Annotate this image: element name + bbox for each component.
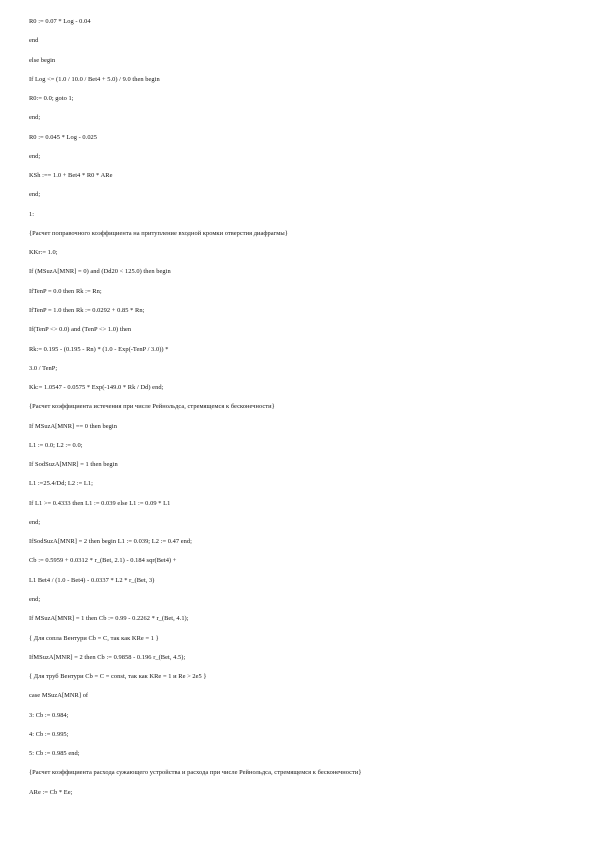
code-line: 4: Cb := 0.995; bbox=[29, 730, 69, 738]
code-line: IfSodSuzA[MNR] = 2 then begin L1 := 0.039; L2 := 0.47 end; bbox=[29, 538, 192, 546]
code-line: R0 := 0.07 * Log - 0.04 bbox=[29, 18, 91, 25]
code-line: {Расчет коэффициента расхода сужающего устройства и расхода при числе Рейнольдса, стремящемся к бесконечности} bbox=[29, 769, 362, 777]
code-line: {Расчет поправочного коэффициента на притупление входной кромки отверстия диафрагмы} bbox=[29, 229, 288, 237]
code-line: KKr:= 1.0; bbox=[29, 249, 58, 257]
code-line: end; bbox=[29, 152, 41, 160]
code-line: 1: bbox=[29, 210, 35, 218]
code-line: R0:= 0.0; goto 1; bbox=[29, 95, 74, 103]
code-listing bbox=[29, 18, 584, 808]
code-line: end bbox=[29, 37, 39, 45]
code-line: end; bbox=[29, 595, 41, 603]
code-line: If L1 >= 0.4333 then L1 := 0.039 else L1 := 0.09 * L1 bbox=[29, 499, 171, 507]
code-line: If Log <= (1.0 / 10.0 / Bet4 + 5.0) / 9.0 then begin bbox=[29, 75, 160, 83]
code-line: { Для сопла Вентури Cb = C, так как KRe = 1 } bbox=[29, 634, 159, 642]
code-line: If MSuzA[MNR] = 1 then Cb := 0.99 - 0.2262 * r_(Bet, 4.1); bbox=[29, 615, 189, 623]
code-line: end; bbox=[29, 191, 41, 199]
code-line: R0 := 0.045 * Log - 0.025 bbox=[29, 133, 98, 141]
code-line: Kk:= 1.0547 - 0.0575 * Exp(-149.0 * Rk / Dd) end; bbox=[29, 384, 164, 392]
code-line: L1 Bet4 / (1.0 - Bet4) - 0.0337 * L2 * r_(Bet, 3) bbox=[29, 576, 155, 584]
code-line: { Для труб Вентури Cb = C = const, так как KRe = 1 и Re > 2e5 } bbox=[29, 673, 207, 681]
code-line: 5: Cb := 0.985 end; bbox=[29, 750, 80, 758]
code-line: IfMSuzA[MNR] = 2 then Cb := 0.9858 - 0.196 r_(Bet, 4.5); bbox=[29, 653, 186, 661]
code-line: else begin bbox=[29, 56, 56, 64]
code-line: If(TenP <> 0.0) and (TenP <> 1.0) then bbox=[29, 326, 132, 334]
code-line: IfTenP = 1.0 then Rk := 0.0292 + 0.85 * Rn; bbox=[29, 306, 145, 314]
code-line: L1 := 0.0; L2 := 0.0; bbox=[29, 441, 83, 449]
code-line: Rk:= 0.195 - (0.195 - Rn) * (1.0 - Exp(-TenP / 3.0)) * bbox=[29, 345, 169, 353]
code-line: If (MSuzA[MNR] = 0) and (Dd20 < 125.0) then begin bbox=[29, 268, 171, 276]
code-line: {Расчет коэффициента истечения при числе Рейнольдса, стремящемся к бесконечности} bbox=[29, 403, 275, 411]
code-line: end; bbox=[29, 114, 41, 122]
code-line: 3: Cb := 0.984; bbox=[29, 711, 69, 719]
code-line: IfTenP = 0.0 then Rk := Rn; bbox=[29, 287, 102, 295]
code-line: Cb := 0.5959 + 0.0312 * r_(Bet, 2.1) - 0.184 sqr(Bet4) + bbox=[29, 557, 177, 565]
code-line: If MSuzA[MNR] == 0 then begin bbox=[29, 422, 117, 430]
code-line: end; bbox=[29, 518, 41, 526]
code-line: 3.0 / TenP; bbox=[29, 364, 58, 372]
code-line: KSh :== 1.0 + Bet4 * R0 * ARe bbox=[29, 172, 113, 180]
code-line: L1 :=25.4/Dd; L2 := L1; bbox=[29, 480, 93, 488]
code-line: ARe := Cb * Ee; bbox=[29, 788, 73, 796]
code-line: case MSuzA[MNR] of bbox=[29, 692, 89, 700]
code-line: If SodSuzA[MNR] = 1 then begin bbox=[29, 461, 118, 469]
